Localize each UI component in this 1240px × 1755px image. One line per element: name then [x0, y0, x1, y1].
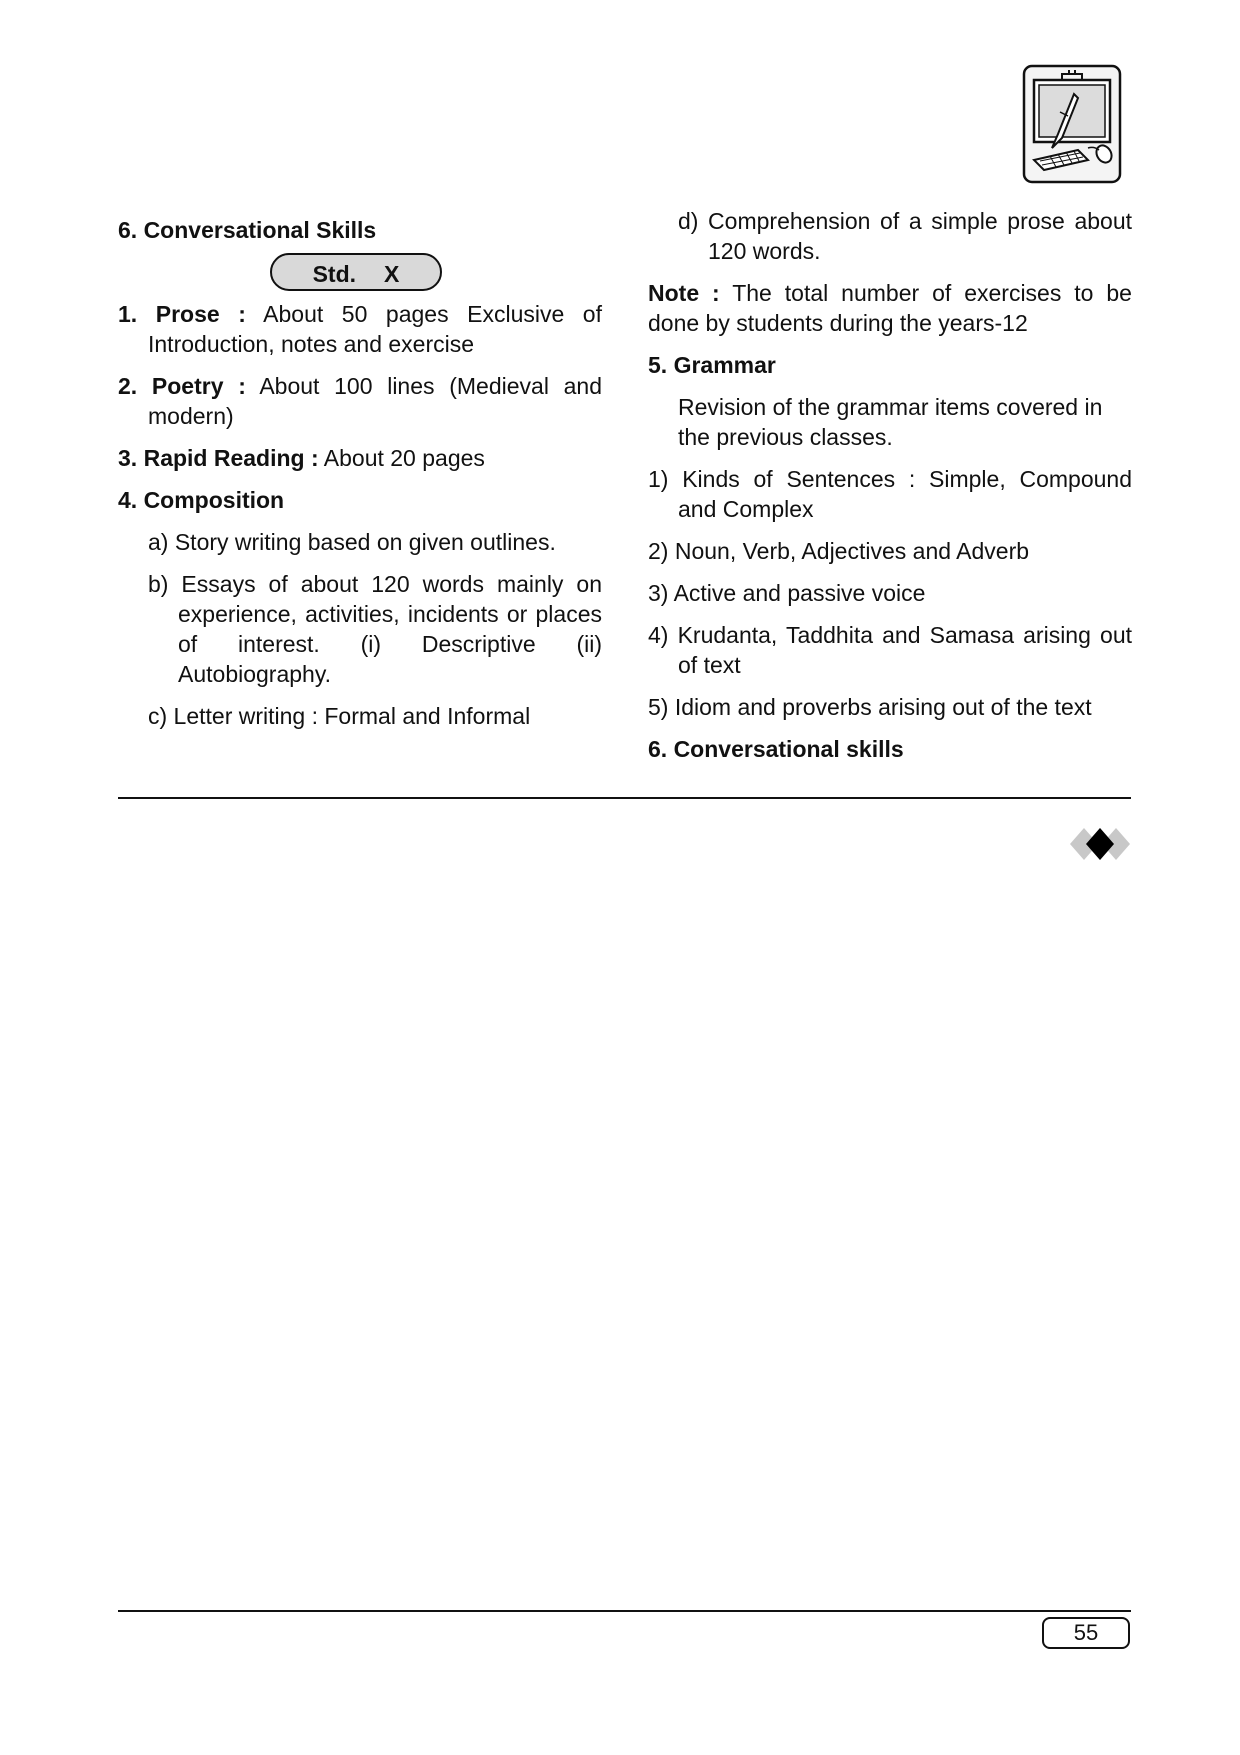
poetry-num: 2. — [118, 373, 138, 399]
conversational-skills-heading: 6. Conversational Skills — [118, 217, 377, 243]
prose-text: About 50 pages Exclusive of Introduction, notes and exercise — [148, 301, 602, 357]
grammar-item: 5) Idiom and proverbs arising out of the text — [648, 694, 1092, 720]
grammar-intro: Revision of the grammar items covered in the previous classes. — [678, 394, 1103, 450]
std-label: Std. — [312, 261, 357, 287]
right-column — [648, 206, 1132, 764]
diamond-ornament-icon — [1068, 824, 1132, 864]
section-divider — [118, 797, 1131, 799]
left-column — [118, 215, 602, 731]
computer-teaching-icon — [1022, 64, 1122, 184]
std-badge — [270, 253, 442, 291]
prose-item — [118, 299, 602, 359]
rapid-reading-num: 3. — [118, 445, 138, 471]
composition-heading: 4. Composition — [118, 487, 285, 513]
poetry-text: About 100 lines (Medieval and modern) — [148, 373, 603, 429]
composition-item-d: d) Comprehension of a simple prose about 120 words. — [678, 208, 1132, 264]
grammar-item: 3) Active and passive voice — [648, 580, 926, 606]
page-number: 55 — [1042, 1617, 1130, 1649]
rapid-reading-title: Rapid Reading : — [143, 445, 319, 471]
prose-title: Prose : — [155, 301, 246, 327]
grammar-item: 1) Kinds of Sentences : Simple, Compound and Complex — [648, 466, 1132, 522]
grammar-heading: 5. Grammar — [648, 352, 776, 378]
grammar-item: 2) Noun, Verb, Adjectives and Adverb — [648, 538, 1030, 564]
composition-item-b: b) Essays of about 120 words mainly on experience, activities, incidents or places of interest. (i) Descriptive (ii) Autobiography. — [148, 571, 602, 687]
note-paragraph — [648, 278, 1132, 338]
composition-item-a: a) Story writing based on given outlines. — [148, 529, 556, 555]
prose-num: 1. — [118, 301, 138, 327]
footer-rule — [118, 1610, 1131, 1612]
note-text: The total number of exercises to be done by students during the years-12 — [648, 280, 1132, 336]
note-label: Note : — [648, 280, 720, 306]
std-value: X — [384, 261, 400, 287]
conversational-skills-subheading: 6. Conversational skills — [648, 736, 904, 762]
grammar-item: 4) Krudanta, Taddhita and Samasa arising out of text — [648, 622, 1132, 678]
poetry-item — [118, 371, 602, 431]
composition-item-c: c) Letter writing : Formal and Informal — [148, 703, 531, 729]
rapid-reading-item — [118, 443, 602, 473]
poetry-title: Poetry : — [151, 373, 246, 399]
rapid-reading-text: About 20 pages — [323, 445, 485, 471]
